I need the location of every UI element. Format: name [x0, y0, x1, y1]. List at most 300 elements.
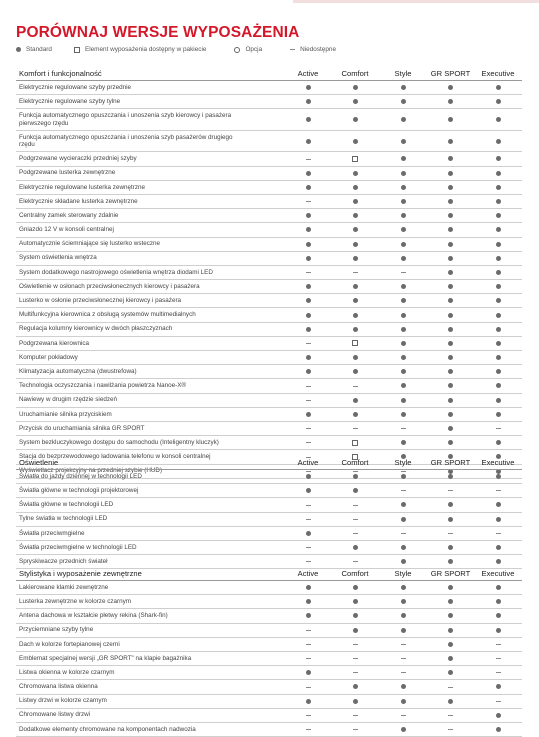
standard-dot-icon [401, 242, 406, 247]
standard-dot-icon [496, 185, 501, 190]
column-header: Executive [481, 568, 515, 578]
standard-dot-icon [448, 139, 453, 144]
value-cell [379, 340, 427, 346]
value-cell [331, 284, 379, 289]
unavailable-dash-icon [306, 400, 311, 401]
value-cell [331, 713, 379, 718]
table-row [16, 152, 522, 166]
standard-dot-icon [448, 699, 453, 704]
table-row [16, 624, 522, 638]
standard-dot-icon [353, 256, 358, 261]
unavailable-dash-icon [353, 505, 358, 506]
value-cell [331, 531, 379, 536]
unavailable-dash-icon [306, 386, 311, 387]
value-cell [474, 412, 522, 417]
row-label: Listwa okienna w kolorze czarnym [19, 668, 115, 676]
value-cell [427, 327, 474, 332]
standard-dot-icon [448, 559, 453, 564]
row-label: Listwy drzwi w kolorze czarnym [19, 697, 107, 705]
value-cell [285, 585, 331, 590]
value-cell [379, 713, 427, 718]
value-cell [427, 613, 474, 618]
value-cell [379, 298, 427, 303]
table-row [16, 498, 522, 512]
standard-dot-icon [496, 517, 501, 522]
table-row [16, 541, 522, 555]
unavailable-dash-icon [306, 272, 311, 273]
value-cell [379, 684, 427, 689]
column-header: Comfort [341, 568, 369, 578]
value-cell [379, 613, 427, 618]
value-cell [285, 412, 331, 417]
value-cell [474, 355, 522, 360]
unavailable-dash-icon [401, 490, 406, 491]
standard-dot-icon [306, 139, 311, 144]
value-cell [285, 559, 331, 564]
standard-dot-icon [353, 684, 358, 689]
table-row [16, 527, 522, 541]
table-row [16, 666, 522, 680]
column-header: Active [297, 568, 319, 578]
value-cell [285, 242, 331, 247]
value-cell [379, 656, 427, 661]
value-cell [427, 369, 474, 374]
table-row [16, 680, 522, 694]
standard-dot-icon [401, 355, 406, 360]
standard-dot-icon [496, 284, 501, 289]
value-cell [427, 171, 474, 176]
value-cell [331, 213, 379, 218]
standard-dot-icon [401, 227, 406, 232]
unavailable-dash-icon [353, 519, 358, 520]
standard-dot-icon [496, 156, 501, 161]
value-cell [427, 656, 474, 661]
row-label: Multifunkcyjna kierownica z obsługą systemów multimedialnych [19, 311, 196, 319]
package-square-icon [352, 156, 358, 162]
value-cell [474, 298, 522, 303]
value-cell [285, 656, 331, 661]
standard-dot-icon [16, 47, 21, 52]
value-cell [331, 242, 379, 247]
table-row [16, 581, 522, 595]
value-cell [331, 156, 379, 162]
standard-dot-icon [401, 613, 406, 618]
row-label: Funkcja automatycznego opuszczania i unoszenia szyb pasażerów drugiego rzędu [19, 133, 233, 149]
standard-dot-icon [306, 213, 311, 218]
value-cell [379, 628, 427, 633]
value-cell [285, 517, 331, 522]
unavailable-dash-icon [448, 729, 453, 730]
value-cell [285, 628, 331, 633]
value-cell [331, 585, 379, 590]
value-cell [427, 440, 474, 446]
value-cell [285, 398, 331, 403]
value-cell [474, 440, 522, 446]
value-cell [331, 599, 379, 604]
row-label: Antena dachowa w kształcie płetwy rekina (Shark-fin) [19, 612, 168, 620]
unavailable-dash-icon [306, 428, 311, 429]
legend [16, 46, 364, 53]
value-cell [331, 699, 379, 704]
row-label: Światła główne w technologii LED [19, 501, 114, 509]
value-cell [427, 156, 474, 162]
row-label: Komputer pokładowy [19, 353, 78, 361]
value-cell [331, 270, 379, 275]
value-cell [379, 670, 427, 675]
row-label: Technologia oczyszczania i nawilżania powietrza Nanoe-X® [19, 382, 187, 390]
unavailable-dash-icon [448, 533, 453, 534]
table-row [16, 513, 522, 527]
value-cell [474, 256, 522, 261]
standard-dot-icon [496, 199, 501, 204]
standard-dot-icon [448, 412, 453, 417]
value-cell [427, 99, 474, 104]
standard-dot-icon [353, 298, 358, 303]
standard-dot-icon [448, 383, 453, 388]
value-cell [427, 517, 474, 522]
standard-dot-icon [496, 298, 501, 303]
value-cell [331, 670, 379, 675]
value-cell [331, 355, 379, 360]
table-row [16, 223, 522, 237]
section-2 [16, 455, 522, 569]
standard-dot-icon [448, 613, 453, 618]
column-header: Style [394, 68, 412, 78]
value-cell [331, 383, 379, 388]
legend-label: Opcja [245, 46, 263, 53]
value-cell [331, 440, 379, 446]
value-cell [285, 227, 331, 232]
standard-dot-icon [496, 85, 501, 90]
value-cell [331, 185, 379, 190]
value-cell [331, 642, 379, 647]
standard-dot-icon [496, 545, 501, 550]
value-cell [474, 99, 522, 104]
value-cell [427, 298, 474, 303]
standard-dot-icon [306, 488, 311, 493]
value-cell [331, 517, 379, 522]
unavailable-dash-icon [448, 687, 453, 688]
row-label: Chromowana listwa okienna [19, 683, 98, 691]
value-cell [331, 488, 379, 493]
standard-dot-icon [353, 369, 358, 374]
standard-dot-icon [306, 355, 311, 360]
standard-dot-icon [401, 440, 406, 445]
value-cell [331, 559, 379, 564]
value-cell [331, 298, 379, 303]
table-row [16, 167, 522, 181]
standard-dot-icon [401, 313, 406, 318]
standard-dot-icon [448, 213, 453, 218]
standard-dot-icon [496, 727, 501, 732]
value-cell [427, 242, 474, 247]
table-row [16, 709, 522, 723]
row-label: Uruchamianie silnika przyciskiem [19, 410, 112, 418]
value-cell [427, 684, 474, 689]
standard-dot-icon [448, 341, 453, 346]
value-cell [331, 256, 379, 261]
standard-dot-icon [401, 398, 406, 403]
section-title: Oświetlenie [19, 457, 59, 467]
table-row [16, 81, 522, 95]
value-cell [331, 99, 379, 104]
standard-dot-icon [448, 628, 453, 633]
row-label: Światła przeciwmgielne [19, 529, 85, 537]
value-cell [379, 242, 427, 247]
standard-dot-icon [496, 99, 501, 104]
standard-dot-icon [306, 256, 311, 261]
value-cell [474, 156, 522, 162]
value-cell [331, 426, 379, 431]
value-cell [474, 474, 522, 479]
standard-dot-icon [448, 517, 453, 522]
standard-dot-icon [353, 599, 358, 604]
table-row [16, 695, 522, 709]
standard-dot-icon [496, 398, 501, 403]
value-cell [474, 599, 522, 604]
value-cell [427, 699, 474, 704]
row-label: Chromowane listwy drzwi [19, 711, 91, 719]
value-cell [427, 488, 474, 493]
standard-dot-icon [448, 227, 453, 232]
unavailable-dash-icon [353, 386, 358, 387]
value-cell [427, 139, 474, 144]
table-row [16, 484, 522, 498]
value-cell [427, 270, 474, 275]
value-cell [285, 99, 331, 104]
row-label: Wyświetlacz projekcyjny na przedniej szybie (HUD) [19, 467, 163, 475]
unavailable-dash-icon [306, 561, 311, 562]
standard-dot-icon [401, 684, 406, 689]
value-cell [331, 327, 379, 332]
table-row [16, 394, 522, 408]
unavailable-dash-icon [496, 428, 501, 429]
standard-dot-icon [353, 398, 358, 403]
standard-dot-icon [306, 284, 311, 289]
value-cell [474, 684, 522, 689]
column-header: Style [394, 457, 412, 467]
unavailable-dash-icon [306, 519, 311, 520]
unavailable-dash-icon [306, 715, 311, 716]
legend-label: Element wyposażenia dostępny w pakiecie [84, 46, 207, 53]
standard-dot-icon [353, 412, 358, 417]
value-cell [285, 213, 331, 218]
standard-dot-icon [401, 545, 406, 550]
value-cell [427, 670, 474, 675]
row-label: Klimatyzacja automatyczna (dwustrefowa) [19, 367, 137, 375]
standard-dot-icon [401, 369, 406, 374]
value-cell [331, 628, 379, 633]
column-header: Active [297, 457, 319, 467]
value-cell [285, 199, 331, 204]
standard-dot-icon [353, 284, 358, 289]
value-cell [474, 628, 522, 633]
standard-dot-icon [448, 599, 453, 604]
row-label: System dodatkowego nastrojowego oświetlenia wnętrza diodami LED [19, 268, 213, 276]
value-cell [474, 559, 522, 564]
value-cell [474, 369, 522, 374]
unavailable-dash-icon [496, 658, 501, 659]
legend-item [74, 46, 207, 53]
value-cell [379, 327, 427, 332]
standard-dot-icon [496, 713, 501, 718]
value-cell [474, 227, 522, 232]
standard-dot-icon [496, 474, 501, 479]
standard-dot-icon [496, 139, 501, 144]
value-cell [379, 227, 427, 232]
value-cell [285, 599, 331, 604]
value-cell [474, 531, 522, 536]
standard-dot-icon [306, 412, 311, 417]
standard-dot-icon [306, 171, 311, 176]
row-label: Funkcja automatycznego opuszczania i unoszenia szyb kierowcy i pasażera pierwszego rzędu [19, 112, 232, 127]
value-cell [285, 369, 331, 374]
standard-dot-icon [448, 242, 453, 247]
value-cell [379, 270, 427, 275]
unavailable-dash-icon [401, 715, 406, 716]
standard-dot-icon [448, 117, 453, 122]
standard-dot-icon [353, 488, 358, 493]
value-cell [379, 355, 427, 360]
unavailable-dash-icon [401, 672, 406, 673]
unavailable-dash-icon [306, 630, 311, 631]
value-cell [427, 398, 474, 403]
value-cell [285, 426, 331, 431]
value-cell [427, 412, 474, 417]
value-cell [474, 426, 522, 431]
value-cell [427, 545, 474, 550]
standard-dot-icon [353, 185, 358, 190]
standard-dot-icon [306, 369, 311, 374]
standard-dot-icon [401, 256, 406, 261]
standard-dot-icon [401, 171, 406, 176]
value-cell [379, 727, 427, 732]
table-row [16, 209, 522, 223]
value-cell [474, 383, 522, 388]
row-label: Elektrycznie regulowane lusterka zewnętrzne [19, 183, 145, 191]
value-cell [427, 213, 474, 218]
row-label: Stacja do bezprzewodowego ładowania telefonu w konsoli centralnej [19, 453, 211, 461]
table-row [16, 280, 522, 294]
value-cell [474, 517, 522, 522]
standard-dot-icon [401, 213, 406, 218]
table-row [16, 308, 522, 322]
legend-item [16, 46, 52, 53]
standard-dot-icon [496, 117, 501, 122]
standard-dot-icon [353, 213, 358, 218]
standard-dot-icon [448, 85, 453, 90]
standard-dot-icon [401, 599, 406, 604]
standard-dot-icon [448, 355, 453, 360]
standard-dot-icon [401, 559, 406, 564]
row-label: Emblemat specjalnej wersji „GR SPORT" na klapie bagażnika [19, 654, 192, 662]
standard-dot-icon [448, 426, 453, 431]
value-cell [379, 488, 427, 493]
value-cell [285, 313, 331, 318]
value-cell [427, 313, 474, 318]
page-title: PORÓWNAJ WERSJE WYPOSAŻENIA [16, 24, 300, 41]
legend-item [234, 46, 262, 53]
unavailable-dash-icon [306, 644, 311, 645]
unavailable-dash-icon [353, 658, 358, 659]
value-cell [427, 642, 474, 647]
value-cell [427, 355, 474, 360]
row-label: Nawiewy w drugim rzędzie siedzeń [19, 396, 117, 404]
value-cell [474, 185, 522, 190]
value-cell [474, 585, 522, 590]
row-label: Światła przeciwmgielne w technologii LED [19, 543, 137, 551]
standard-dot-icon [496, 369, 501, 374]
standard-dot-icon [306, 85, 311, 90]
table-row [16, 195, 522, 209]
value-cell [474, 545, 522, 550]
unavailable-dash-icon [401, 658, 406, 659]
row-label: Dach w kolorze fortepianowej czerni [19, 640, 120, 648]
row-label: System oświetlenia wnętrza [19, 254, 97, 262]
table-row [16, 638, 522, 652]
standard-dot-icon [353, 199, 358, 204]
standard-dot-icon [448, 327, 453, 332]
value-cell [331, 502, 379, 507]
value-cell [285, 713, 331, 718]
row-label: Elektrycznie regulowane szyby tylne [19, 97, 121, 105]
standard-dot-icon [401, 185, 406, 190]
section-3 [16, 566, 522, 737]
top-accent-bar [293, 0, 539, 3]
standard-dot-icon [401, 502, 406, 507]
row-label: Podgrzewana kierownica [19, 339, 90, 347]
table-row [16, 109, 522, 131]
standard-dot-icon [496, 559, 501, 564]
value-cell [379, 426, 427, 431]
value-cell [285, 327, 331, 332]
standard-dot-icon [353, 327, 358, 332]
unavailable-dash-icon [401, 272, 406, 273]
unavailable-dash-icon [353, 533, 358, 534]
value-cell [427, 559, 474, 564]
value-cell [379, 502, 427, 507]
value-cell [379, 185, 427, 190]
standard-dot-icon [496, 613, 501, 618]
row-label: Spryskiwacze przednich świateł [19, 557, 108, 565]
table-row [16, 379, 522, 393]
unavailable-dash-icon [496, 672, 501, 673]
table-row [16, 595, 522, 609]
value-cell [285, 340, 331, 346]
value-cell [379, 213, 427, 218]
value-cell [285, 171, 331, 176]
value-cell [331, 727, 379, 732]
value-cell [474, 713, 522, 718]
standard-dot-icon [448, 502, 453, 507]
value-cell [379, 313, 427, 318]
row-label: Gniazdo 12 V w konsoli centralnej [19, 226, 114, 234]
unavailable-dash-icon [353, 729, 358, 730]
standard-dot-icon [496, 502, 501, 507]
value-cell [285, 531, 331, 536]
value-cell [331, 684, 379, 689]
table-row [16, 252, 522, 266]
value-cell [331, 139, 379, 144]
standard-dot-icon [353, 545, 358, 550]
table-row [16, 351, 522, 365]
unavailable-dash-icon [496, 533, 501, 534]
standard-dot-icon [353, 474, 358, 479]
package-square-icon [74, 47, 80, 53]
value-cell [474, 727, 522, 732]
table-row [16, 294, 522, 308]
value-cell [285, 156, 331, 162]
